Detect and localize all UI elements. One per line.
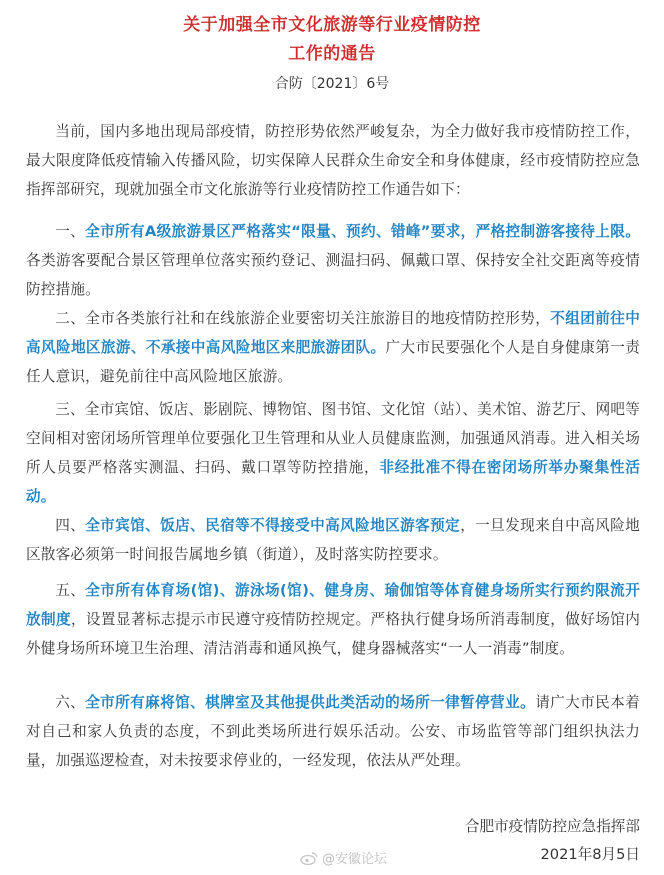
- section-1: [26, 217, 640, 304]
- section-highlight: 全市宾馆、饭店、民宿等不得接受中高风险地区游客预定: [85, 517, 461, 534]
- section-prefix: 五、: [55, 582, 86, 599]
- watermark: [300, 848, 387, 867]
- watermark-text: @安徽论坛: [322, 852, 388, 867]
- section-highlight: 非经批准不得在密闭场所举办聚集性活动。: [26, 459, 640, 505]
- signature-org: 合肥市疫情防控应急指挥部: [464, 818, 640, 835]
- section-4: [26, 511, 640, 569]
- weibo-icon: [300, 851, 318, 865]
- section-text: 请广大市民本着对自己和家人负责的态度，不到此类场所进行娱乐活动。公安、市场监管等部门组织执法力量，加强巡逻检查，对未按要求停业的，一经发现，依法从严处理。: [26, 694, 640, 769]
- section-text: ，设置显著标志提示市民遵守疫情防控规定。严格执行健身场所消毒制度，做好场馆内外健身场所环境卫生治理、清洁消毒和通风换气，健身器械落实“一人一消毒”制度。: [26, 611, 640, 657]
- section-prefix: 三、全市宾馆、饭店、影剧院、博物馆、图书馆、文化馆（站）、美术馆、游艺厅、网吧等空间相对密闭场所管理单位要强化卫生管理和从业人员健康监测，加强通风消毒。进入相关场所人员要严格落实测温、扫码、戴口罩等防控措施，: [26, 401, 640, 476]
- intro-paragraph: 当前，国内多地出现局部疫情，防控形势依然严峻复杂，为全力做好我市疫情防控工作，最大限度降低疫情输入传播风险，切实保障人民群众生命安全和身体健康，经市疫情防控应急指挥部研究，现就加强全市文化旅游等行业疫情防控工作通告如下：: [26, 123, 640, 198]
- section-text: 各类游客要配合景区管理单位落实预约登记、测温扫码、佩戴口罩、保持安全社交距离等疫情防控措施。: [26, 252, 640, 298]
- section-text: ，一旦发现来自中高风险地区散客必须第一时间报告属地乡镇（街道），及时落实防控要求。: [26, 517, 640, 563]
- section-prefix: 一、: [55, 223, 86, 240]
- document-number: 合防〔2021〕6号: [274, 76, 390, 92]
- section-5: [26, 576, 640, 663]
- section-6: [26, 688, 640, 775]
- signature-date: 2021年8月5日: [540, 846, 640, 863]
- section-prefix: 四、: [55, 517, 86, 534]
- section-highlight: 全市所有体育场(馆)、游泳场(馆)、健身房、瑜伽馆等体育健身场所实行预约限流开放制度: [26, 582, 641, 628]
- section-prefix: 二、全市各类旅行社和在线旅游企业要密切关注旅游目的地疫情防控形势，: [55, 310, 551, 327]
- section-highlight: 全市所有麻将馆、棋牌室及其他提供此类活动的场所一律暂停营业。: [85, 694, 536, 711]
- section-prefix: 六、: [55, 694, 86, 711]
- notice-title-line2: 工作的通告: [288, 44, 376, 64]
- section-2: [26, 304, 640, 391]
- notice-title-line1: 关于加强全市文化旅游等行业疫情防控: [183, 15, 481, 35]
- section-highlight: 不组团前往中高风险地区旅游、不承接中高风险地区来肥旅游团队。: [26, 310, 640, 356]
- section-highlight: 全市所有A级旅游景区严格落实“限量、预约、错峰”要求，严格控制游客接待上限。: [85, 223, 640, 240]
- section-text: 广大市民要强化个人是自身健康第一责任人意识，避免前往中高风险地区旅游。: [26, 339, 640, 385]
- section-3: [26, 395, 640, 511]
